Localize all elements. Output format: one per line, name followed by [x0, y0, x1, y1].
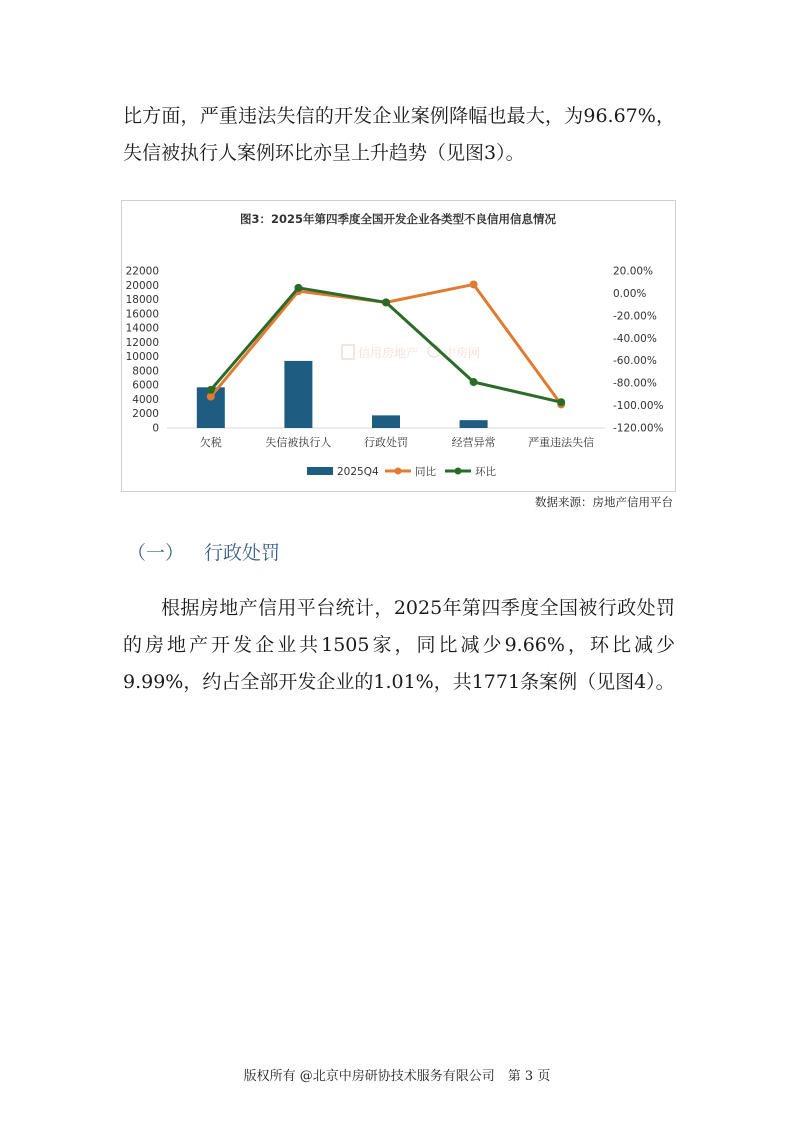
- y-right-tick-label: -60.00%: [613, 355, 657, 368]
- x-tick-label: 失信被执行人: [265, 436, 332, 449]
- y-left-tick-label: 20000: [125, 279, 159, 292]
- y-right-tick-label: -20.00%: [613, 310, 657, 323]
- chart-title: 图3：2025年第四季度全国开发企业各类型不良信用信息情况: [239, 212, 557, 226]
- section-title: 行政处罚: [204, 542, 281, 564]
- watermark-logo: [342, 345, 480, 360]
- y-left-tick-label: 6000: [132, 379, 159, 392]
- y-right-tick-label: -40.00%: [613, 332, 657, 345]
- y-left-tick-label: 12000: [125, 336, 159, 349]
- section-number: （一）: [127, 542, 185, 564]
- chart-svg: [122, 201, 675, 491]
- y-left-tick-label: 10000: [125, 351, 159, 364]
- x-tick-label: 欠税: [199, 436, 222, 449]
- series-point: [557, 398, 565, 406]
- y-left-tick-label: 18000: [125, 294, 159, 307]
- legend-label: 环比: [475, 466, 496, 478]
- y-left-tick-label: 14000: [125, 322, 159, 335]
- series-point: [470, 280, 478, 288]
- legend-marker: [395, 468, 402, 475]
- x-tick-label: 严重违法失信: [528, 436, 595, 449]
- chart-figure-3: [121, 200, 676, 492]
- series-point: [294, 284, 302, 292]
- y-right-tick-label: 20.00%: [613, 265, 654, 278]
- bar: [284, 361, 312, 428]
- body-paragraph-2: 根据房地产信用平台统计，2025年第四季度全国被行政处罚的房地产开发企业共1505家，同比减少9.66%，环比减少9.99%，约占全部开发企业的1.01%，共1771条案例（见图4）。: [123, 597, 675, 693]
- section-heading: [127, 538, 280, 565]
- x-tick-label: 经营异常: [451, 436, 496, 449]
- legend-label: 2025Q4: [337, 466, 379, 478]
- y-left-tick-label: 8000: [132, 365, 159, 378]
- data-source-note: 数据来源：房地产信用平台: [535, 495, 673, 509]
- bar: [460, 420, 488, 428]
- svg-text:信用房地产: 信用房地产: [358, 346, 419, 360]
- y-left-tick-label: 4000: [132, 393, 159, 406]
- body-paragraph-1: 比方面，严重违法失信的开发企业案例降幅也最大，为96.67%，失信被执行人案例环比亦呈上升趋势（见图3）。: [123, 105, 675, 164]
- legend-swatch: [307, 467, 333, 475]
- y-right-tick-label: -80.00%: [613, 377, 657, 390]
- x-tick-label: 行政处罚: [364, 436, 408, 449]
- series-point: [382, 298, 390, 306]
- svg-text:中房网: 中房网: [444, 346, 481, 360]
- page-footer: 版权所有 @北京中房研协技术服务有限公司 第 3 页: [243, 1069, 551, 1084]
- series-point: [207, 386, 215, 394]
- y-left-tick-label: 22000: [125, 265, 159, 278]
- legend-marker: [455, 468, 462, 475]
- series-point: [470, 378, 478, 386]
- legend-label: 同比: [415, 466, 436, 478]
- y-right-tick-label: -120.00%: [613, 422, 664, 435]
- y-left-tick-label: 16000: [125, 308, 159, 321]
- y-right-tick-label: -100.00%: [613, 400, 664, 413]
- y-left-tick-label: 2000: [132, 408, 159, 421]
- y-right-tick-label: 0.00%: [613, 287, 647, 300]
- y-left-tick-label: 0: [152, 422, 159, 435]
- bar: [372, 415, 400, 428]
